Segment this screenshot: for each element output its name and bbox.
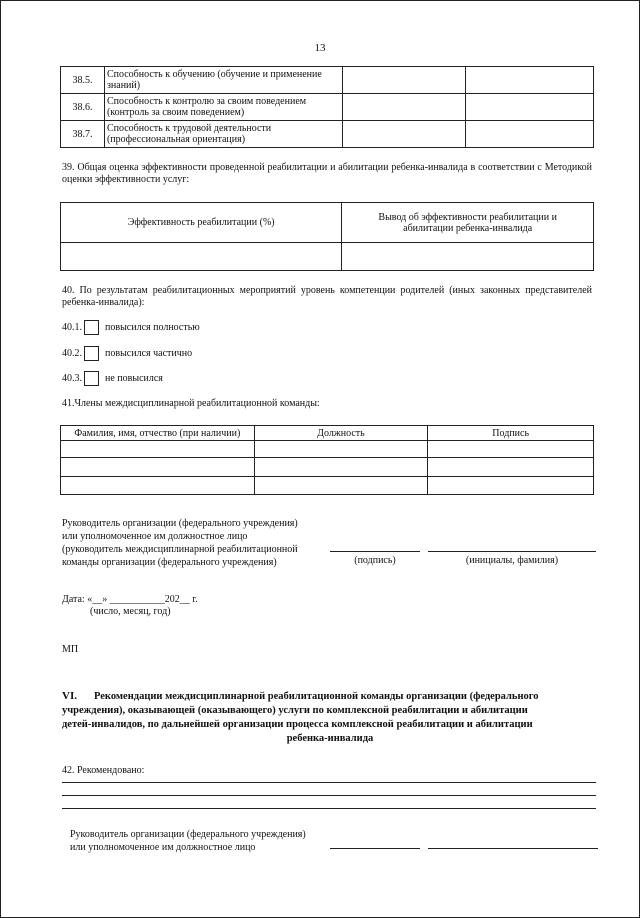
item-42-label: 42. Рекомендовано: [62,765,145,776]
empty-cell[interactable] [254,477,428,495]
col-conclusion-header: Вывод об эффективности реабилитации и абилитации ребенка-инвалида [342,203,594,243]
section-title-line: детей-инвалидов, по дальнейшей организации процесса комплексной реабилитации и абилитации [62,719,533,730]
name-underline[interactable] [428,551,596,552]
sign-caption: (подпись) [354,555,396,566]
empty-cell[interactable] [254,458,428,477]
section-title-line: Рекомендации междисциплинарной реабилитационной команды организации (федерального [94,691,539,702]
signature-line: Руководитель организации (федерального учреждения) [62,518,298,529]
option-label: повысился полностью [105,321,200,333]
empty-cell[interactable] [428,441,594,458]
empty-cell[interactable] [428,458,594,477]
option-40-1 [62,320,200,335]
signature-underline[interactable] [330,551,420,552]
row-number: 38.6. [61,94,105,121]
item-40-text: 40. По результатам реабилитационных мероприятий уровень компетенции родителей (иных законных представителей ребенка-инвалида): [62,285,592,308]
name-caption: (инициалы, фамилия) [465,555,559,566]
signature-underline[interactable] [330,848,420,849]
row-text: Способность к обучению (обучение и применение знаний) [104,67,342,94]
recommendation-line[interactable] [62,782,596,783]
empty-cell[interactable] [428,477,594,495]
table-row [61,121,594,148]
table-row [61,458,594,477]
section-title-line: учреждения), оказывающей (оказывающего) услуги по комплексной реабилитации и абилитации [62,705,528,716]
table-41 [60,425,594,495]
header-position: Должность [254,426,428,441]
table-row [61,67,594,94]
checkbox[interactable] [84,320,99,335]
option-number: 40.2. [62,347,82,359]
header-full-name: Фамилия, имя, отчество (при наличии) [61,426,255,441]
empty-cell[interactable] [342,94,466,121]
empty-cell[interactable] [61,477,255,495]
row-number: 38.7. [61,121,105,148]
recommendation-line[interactable] [62,808,596,809]
recommendation-line[interactable] [62,795,596,796]
signature-line: (руководитель междисциплинарной реабилитационной [62,544,298,555]
signature-block-2 [70,828,306,854]
stamp-label: МП [62,644,79,655]
table-39 [60,202,594,271]
efficiency-cell[interactable] [61,243,342,271]
date-caption: (число, месяц, год) [90,606,171,617]
checkbox[interactable] [84,371,99,386]
table-row [61,441,594,458]
empty-cell[interactable] [254,441,428,458]
row-text: Способность к контролю за своим поведением (контроль за своим поведением) [104,94,342,121]
item-39-text: 39. Общая оценка эффективности проведенной реабилитации и абилитации ребенка-инвалида в соответствии с Методикой оценки эффективности услуг: [62,162,592,185]
header-signature: Подпись [428,426,594,441]
empty-cell[interactable] [466,121,594,148]
empty-cell[interactable] [61,441,255,458]
signature-line: команды организации (федерального учреждения) [62,557,277,568]
empty-cell[interactable] [342,67,466,94]
date-line: Дата: «__» ___________202__ г. [62,594,198,605]
name-underline[interactable] [428,848,598,849]
option-number: 40.1. [62,321,82,333]
table-row [61,94,594,121]
signature-line: или уполномоченное им должностное лицо [62,531,248,542]
table-38 [60,66,594,148]
empty-cell[interactable] [61,458,255,477]
signature-line: или уполномоченное им должностное лицо [70,842,256,853]
row-number: 38.5. [61,67,105,94]
signature-block [62,517,298,569]
signature-line: Руководитель организации (федерального учреждения) [70,829,306,840]
col-efficiency-header: Эффективность реабилитации (%) [61,203,342,243]
empty-cell[interactable] [342,121,466,148]
option-label: не повысился [105,372,163,384]
option-number: 40.3. [62,372,82,384]
empty-cell[interactable] [466,94,594,121]
section-number: VI. [62,690,77,702]
empty-cell[interactable] [466,67,594,94]
row-text: Способность к трудовой деятельности (профессиональная ориентация) [104,121,342,148]
section-6-title [62,689,598,746]
option-40-2 [62,346,192,361]
item-41-text: 41.Члены междисциплинарной реабилитационной команды: [62,398,320,409]
table-row [61,477,594,495]
checkbox[interactable] [84,346,99,361]
option-label: повысился частично [105,347,193,359]
page-number: 13 [314,42,326,54]
option-40-3 [62,371,163,386]
conclusion-cell[interactable] [342,243,594,271]
section-title-line: ребенка-инвалида [286,733,374,744]
